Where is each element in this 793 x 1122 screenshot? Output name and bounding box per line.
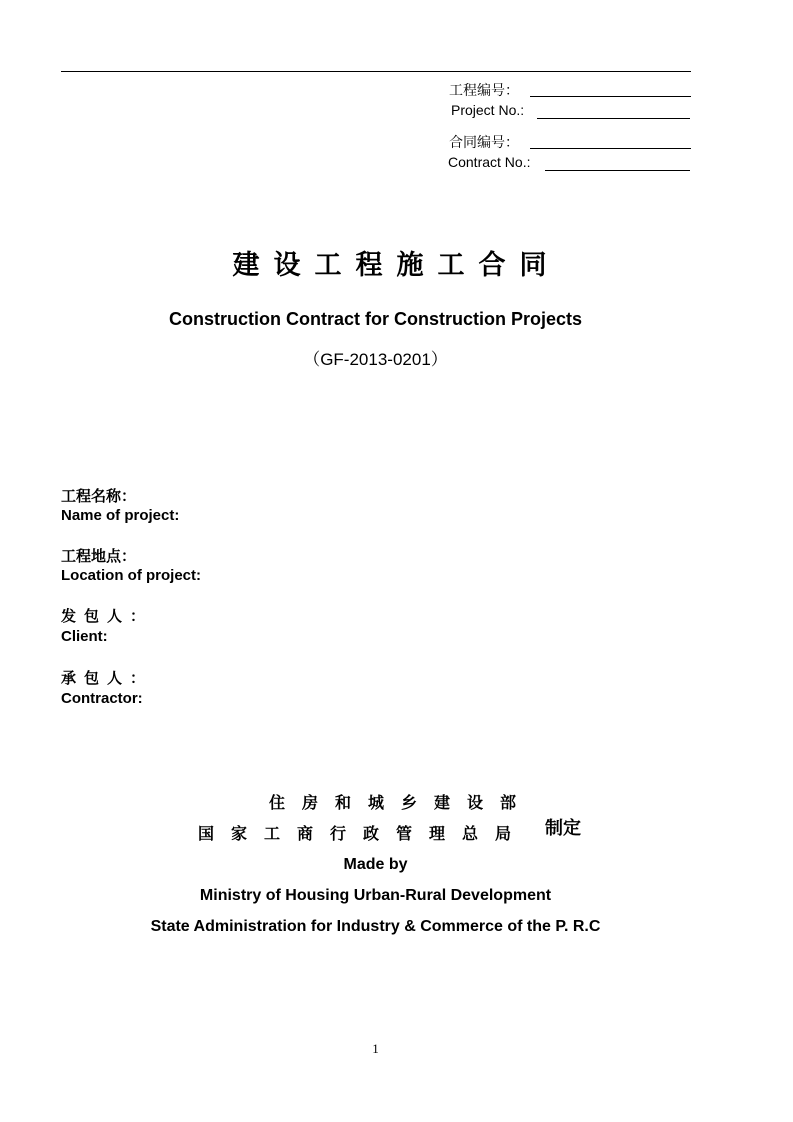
made-cn: 制定 xyxy=(545,818,581,839)
contract-no-cn-label: 合同编号： xyxy=(449,134,519,150)
page-number: 1 xyxy=(372,1041,379,1056)
document-title-en: Construction Contract for Construction Projects xyxy=(168,309,582,329)
issuer-ministry-cn: 住房和城乡建设部 xyxy=(269,793,534,812)
project-no-cn-blank[interactable] xyxy=(530,96,691,97)
document-code: （GF-2013-0201） xyxy=(303,350,448,369)
issuer-ministry-en: Ministry of Housing Urban-Rural Development xyxy=(199,887,552,904)
location-en-label: Location of project: xyxy=(61,567,201,584)
client-cn-label: 发包人： xyxy=(61,607,154,625)
contractor-cn-label: 承包人： xyxy=(61,669,154,687)
contract-no-en-label: Contract No.: xyxy=(448,154,531,170)
project-no-cn-label: 工程编号： xyxy=(449,82,519,98)
header-rule xyxy=(61,71,691,72)
made-by-en: Made by xyxy=(343,856,408,873)
client-en-label: Client: xyxy=(61,628,108,645)
issuer-administration-en: State Administration for Industry & Commerce of the P. R.C xyxy=(150,918,601,935)
project-no-en-blank[interactable] xyxy=(537,118,690,119)
contractor-en-label: Contractor: xyxy=(61,690,143,707)
project-name-en-label: Name of project: xyxy=(61,507,180,524)
document-title-cn: 建设工程施工合同 xyxy=(232,250,561,281)
issuer-administration-cn: 国家工商行政管理总局 xyxy=(198,824,529,843)
contract-no-en-blank[interactable] xyxy=(545,170,690,171)
contract-no-cn-blank[interactable] xyxy=(530,148,691,149)
location-cn-label: 工程地点： xyxy=(61,547,137,565)
project-no-en-label: Project No.: xyxy=(451,102,525,118)
project-name-cn-label: 工程名称： xyxy=(61,487,137,505)
